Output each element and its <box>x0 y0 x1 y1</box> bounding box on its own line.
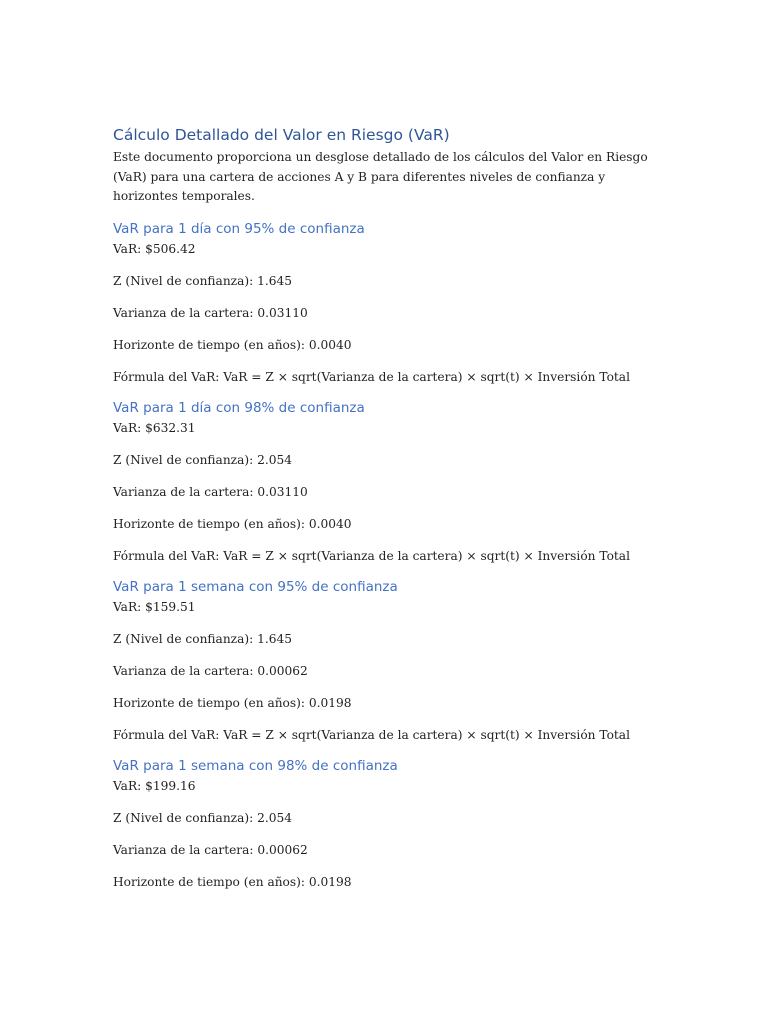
var-value: VaR: $159.51 <box>113 599 196 614</box>
section-heading: VaR para 1 día con 98% de confianza <box>113 399 365 416</box>
variance-value: Varianza de la cartera: 0.00062 <box>113 663 308 678</box>
z-value: Z (Nivel de confianza): 2.054 <box>113 810 292 825</box>
section-1-day-95 <box>113 207 648 386</box>
var-value: VaR: $199.16 <box>113 778 196 793</box>
section-1-week-95 <box>113 565 648 744</box>
z-value: Z (Nivel de confianza): 1.645 <box>113 273 292 288</box>
horizon-value: Horizonte de tiempo (en años): 0.0040 <box>113 337 352 352</box>
intro-paragraph: Este documento proporciona un desglose detallado de los cálculos del Valor en Riesgo (VaR) para una cartera de acciones A y B para diferentes niveles de confianza y horizontes temporales. <box>113 150 648 203</box>
formula-text: Fórmula del VaR: VaR = Z × sqrt(Varianza de la cartera) × sqrt(t) × Inversión Total <box>113 548 630 563</box>
section-1-day-98 <box>113 386 648 565</box>
variance-value: Varianza de la cartera: 0.00062 <box>113 842 308 857</box>
section-1-week-98 <box>113 744 648 891</box>
page-title: Cálculo Detallado del Valor en Riesgo (VaR) <box>113 126 450 144</box>
formula-text: Fórmula del VaR: VaR = Z × sqrt(Varianza de la cartera) × sqrt(t) × Inversión Total <box>113 369 630 384</box>
z-value: Z (Nivel de confianza): 2.054 <box>113 452 292 467</box>
horizon-value: Horizonte de tiempo (en años): 0.0198 <box>113 695 352 710</box>
section-heading: VaR para 1 semana con 95% de confianza <box>113 578 398 595</box>
section-heading: VaR para 1 día con 95% de confianza <box>113 220 365 237</box>
section-heading: VaR para 1 semana con 98% de confianza <box>113 757 398 774</box>
variance-value: Varianza de la cartera: 0.03110 <box>113 484 308 499</box>
horizon-value: Horizonte de tiempo (en años): 0.0198 <box>113 874 352 889</box>
var-value: VaR: $506.42 <box>113 241 196 256</box>
variance-value: Varianza de la cartera: 0.03110 <box>113 305 308 320</box>
var-value: VaR: $632.31 <box>113 420 196 435</box>
z-value: Z (Nivel de confianza): 1.645 <box>113 631 292 646</box>
formula-text: Fórmula del VaR: VaR = Z × sqrt(Varianza de la cartera) × sqrt(t) × Inversión Total <box>113 727 630 742</box>
horizon-value: Horizonte de tiempo (en años): 0.0040 <box>113 516 352 531</box>
